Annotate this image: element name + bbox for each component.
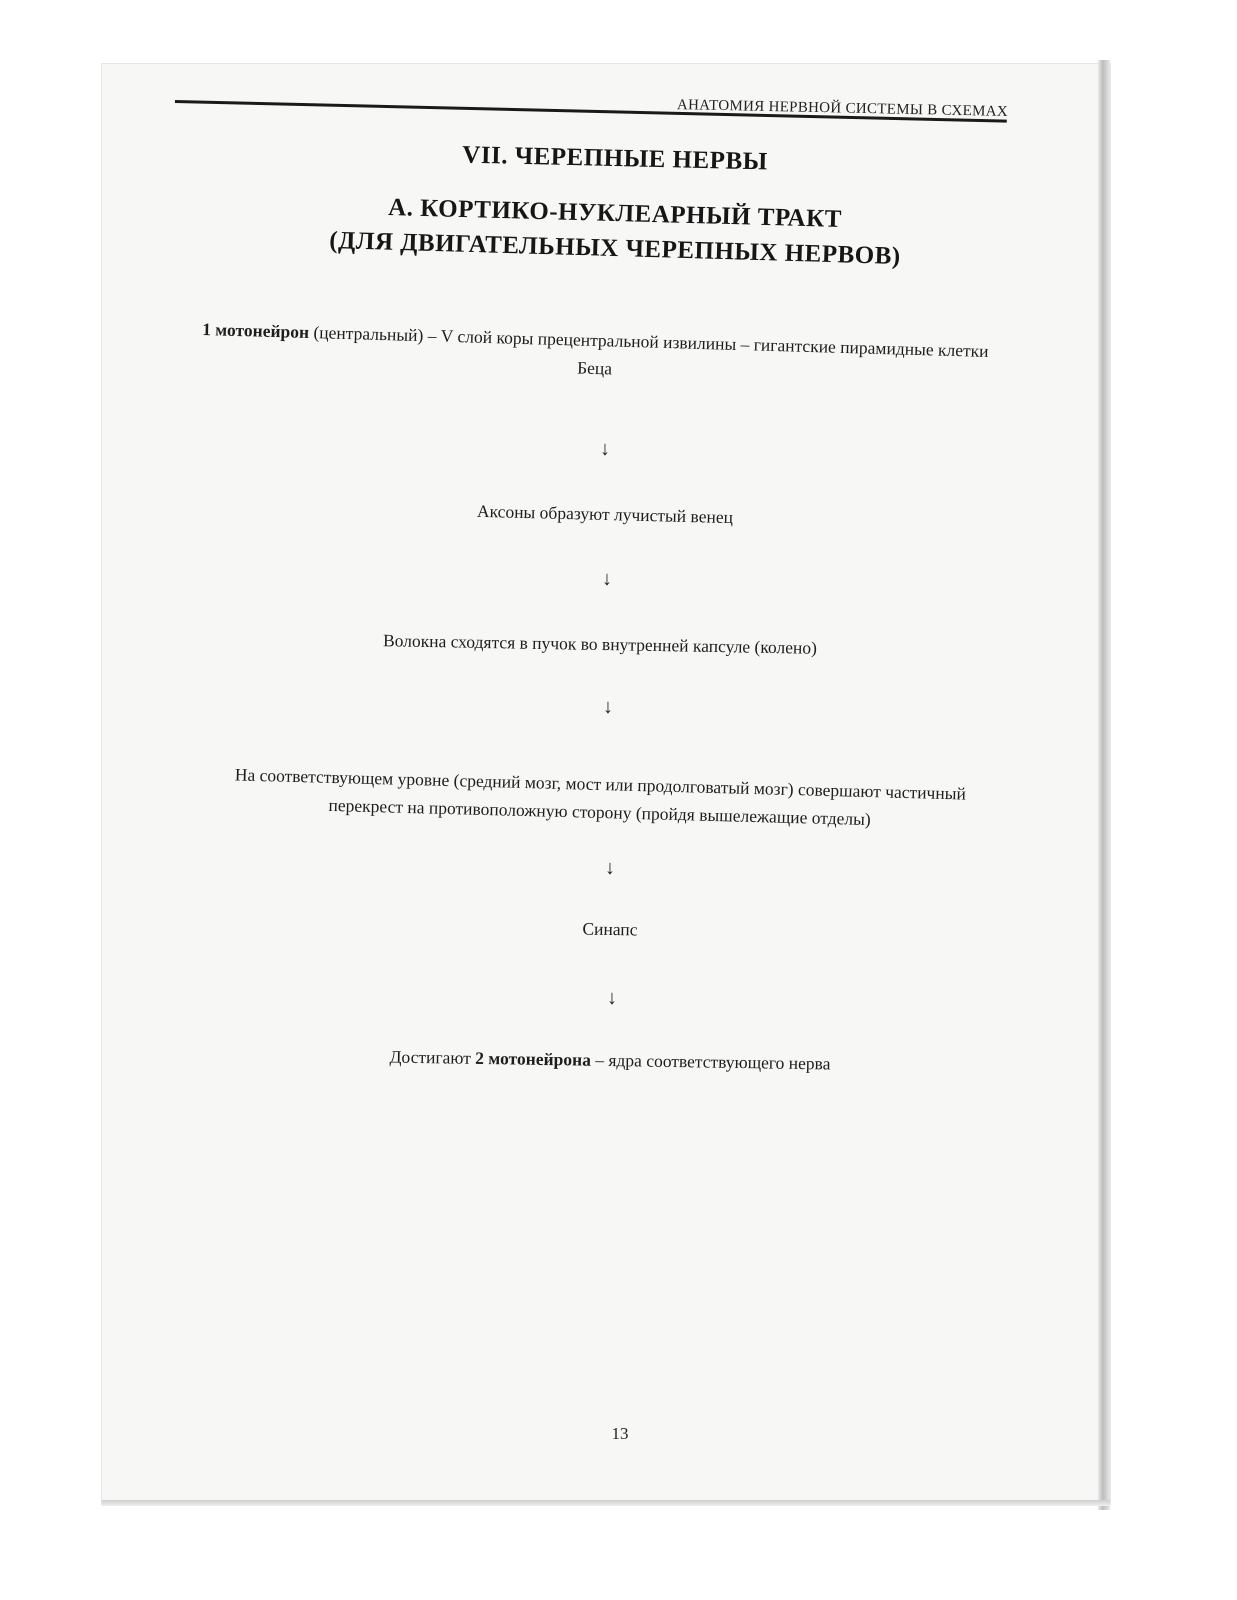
section-subtitle: (ДЛЯ ДВИГАТЕЛЬНЫХ ЧЕРЕПНЫХ НЕРВОВ) bbox=[328, 227, 902, 270]
flow-step-6-suffix: – ядра соответствующего нерва bbox=[590, 1049, 831, 1074]
flow-step-1-term: 1 мотонейрон bbox=[201, 319, 310, 343]
flow-step-4: На соответствующем уровне (средний мозг, мост или продолговатый мозг) совершают частичный перекрест на противоположную сторону (пройдя вышележащие отделы) bbox=[234, 764, 967, 830]
down-arrow-icon: ↓ bbox=[605, 857, 615, 879]
flow-step-6-prefix: Достигают bbox=[389, 1046, 476, 1068]
flow-step-3: Волокна сходятся в пучок во внутренней капсуле (колено) bbox=[382, 630, 818, 658]
page-edge-right bbox=[1098, 60, 1110, 1510]
down-arrow-icon: ↓ bbox=[603, 696, 613, 718]
flow-step-1-text: (центральный) – V слой коры прецентральной извилины – гигантские пирамидные клетки Беца bbox=[308, 322, 989, 379]
section-title: А. КОРТИКО-НУКЛЕАРНЫЙ ТРАКТ bbox=[387, 194, 843, 233]
flow-step-5: Синапс bbox=[582, 918, 638, 940]
page-edge-bottom bbox=[102, 1500, 1110, 1506]
down-arrow-icon: ↓ bbox=[607, 987, 617, 1009]
running-header: АНАТОМИЯ НЕРВНОЙ СИСТЕМЫ В СХЕМАХ bbox=[676, 97, 1009, 120]
chapter-title: VII. ЧЕРЕПНЫЕ НЕРВЫ bbox=[462, 141, 769, 176]
flow-step-6-term: 2 мотонейрона bbox=[475, 1047, 592, 1070]
down-arrow-icon: ↓ bbox=[600, 438, 610, 460]
flow-step-2: Аксоны образуют лучистый венец bbox=[476, 500, 734, 528]
page-number: 13 bbox=[611, 1424, 629, 1443]
down-arrow-icon: ↓ bbox=[602, 568, 612, 590]
